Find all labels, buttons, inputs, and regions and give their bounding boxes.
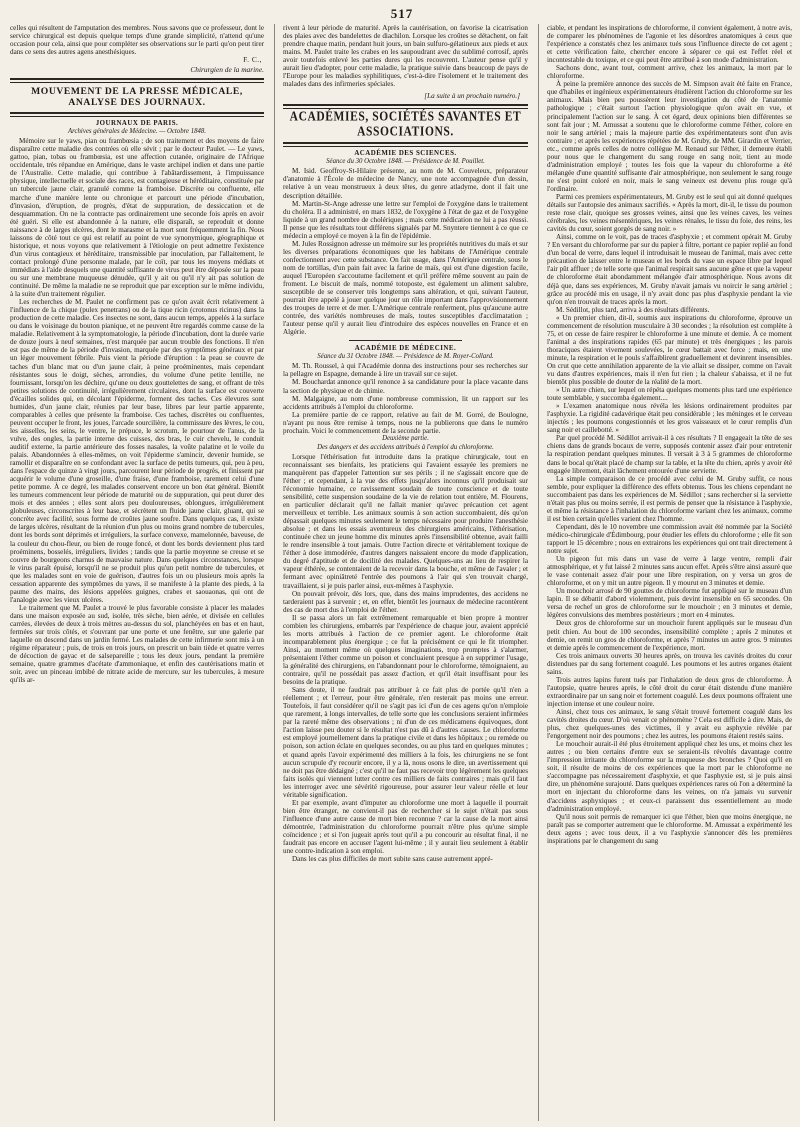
article-paragraph: Parmi ces premiers expérimentateurs, M. Gruby est le seul qui ait donné quelques détails sur l'autopsie des animaux sacrifiés. « Après la mort, dit-il, le tissu du poumon reste rose clair, quoique ses grosses veines, ainsi que les veines caves, les veines cérébrales, les veines mésentériques, les veines rénales, le tissu du foie, des reins, les cavités du cœur, soient gorgés de sang noir. » — [547, 192, 792, 234]
article-paragraph: Sans doute, il ne faudrait pas attribuer à ce fait plus de portée qu'il n'en a réellement ; et l'erreur, pour être générale, n'en resterait pas moins une erreur. Toutefois, il faut considérer qu'il ne s'agit pas ici d'un de ces agens qu'on n'emploie que rarement, à longs intervalles, de telle sorte que les conclusions seraient infirmées par la rareté même des observations ; ni d'un de ces médicamens équivoques, dont l'action laisse peu douter si le résultat n'est pas dû à d'autres causes. Le chloroforme est employé journellement dans la pratique civile et dans les hôpitaux ; ou remède ou poison, son action éclate en quelques secondes, ou au plus tard en quelques minutes ; et quand après l'avoir expérimenté des milliers à la fois, les chirurgiens ne se font aucun scrupule d'y recourir encore, il y a là, nous osons le dire, un avertissement qui ne doit pas être dédaigné ; c'est qu'il ne faut pas recevoir trop légèrement les quelques faits isolés qui viennent lutter contre ces milliers de faits contraires ; mais qu'il faut les interroger avec une sévérité rigoureuse, pour assurer leur valeur réelle et leur véritable signification. — [283, 686, 528, 799]
article-paragraph: Sachons donc, avant tout, comment arrive, chez les animaux, la mort par le chloroforme. — [547, 64, 792, 81]
signature-initials: F. C., — [243, 55, 262, 65]
article-paragraph: » Un autre chien, sur lequel on répéta quelques moments plus tard une expérience toute semblable, y succomba également.... — [547, 386, 792, 403]
article-paragraph: M. Isid. Geoffroy-St-Hilaire présente, au nom de M. Couveleux, préparateur d'anatomie à l'École de médecine de Nancy, une note accompagnée d'un dessin, relative à un veau monstrueux à deux têtes, du genre atladyme, dont il fait une description détaillée. — [283, 167, 528, 200]
academy-heading: ACADÉMIE DES SCIENCES. — [354, 150, 457, 158]
text-columns — [10, 24, 792, 1121]
article-paragraph: Cependant, dès le 10 novembre une commission avait été nommée par la Société médico-chirurgicale d'Édimbourg, pour étudier les effets du chloroforme ; elle fit son rapport le 15 décembre ; nous en extrairons les expériences qui ont trait directement à notre sujet. — [547, 522, 792, 556]
article-paragraph: Le traitement que M. Paulet a trouvé le plus favorable consiste à placer les malades dans une maison exposée au sud, isolée, très sèche, bien aérée, et divisée en cellules carrées, élevées de deux à trois mètres au-dessus du sol, planchéyées en bas et en haut, fermées sur trois côtés, et s'ouvrant par une porte et une fenêtre, sur une galerie par laquelle on descend dans un jardin fermé. Les malades de cette infirmerie sont mis à un régime réparateur ; puis, de trois en trois jours, on prescrit un bain tiède et quatre verres de décoction de gayac et de salsepareille ; tous les deux jours, pendant la première semaine, quatre grammes d'acétate d'ammoniaque, et enfin des cautérisations matin et soir, avec un pinceau imbibé de nitrate acide de mercure, sur les tubercules, à mesure qu'ils ar- — [10, 603, 264, 685]
article-paragraph: Mémoire sur le yaws, pian ou frambœsia ; de son traitement et des moyens de faire disparaître cette maladie des contrées où elle sévit ; par le docteur Paulet. — Le yaws, gattoo, pian, tobas ou frambœsia, est une affection cutanée, originaire de l'Afrique occidentale, très répandue en Amérique, dans le vaste archipel indien et dans une partie de l'Australie. Cette maladie, qui contribue à l'abâtardissement, à l'impuissance physique, intellectuelle et sociale des races, est contagieuse et héréditaire, constituée par un tubercule jaune clair, granulé comme la framboise. Discrète ou confluente, elle marche d'une manière lente ou chronique et parcourt une période d'incubation, d'invasion, d'éruption, de progrès, d'état de suppuration, de dessiccation et de desquammation. On ne la contracte pas ordinairement une seconde fois après en avoir été guéri. Si elle est abandonnée à la nature, elle disparaît, se reproduit et donne naissance à de larges ulcères, dont le marasme et la mort sont fréquemment la fin. Nous laissons de côté tout ce qui est relatif au point de vue synonymique, géographique et historique, et nous voyons que relativement à l'étiologie on peut admettre l'existence d'un virus contagieux et héréditaire, transmissible par inoculation, par l'allaitement, le contact prolongé d'une personne malade, par le coït, par tous les moyens médiats et immédiats à l'aide desquels une quantité suffisante de virus peut être déposée sur la peau ou sur une membrane muqueuse dénudée, qu'il y ait ou qu'il n'y ait pas solution de continuité. De même la maladie ne se reproduit que par exception sur le même individu, à la suite d'un traitement régulier. — [10, 137, 264, 299]
article-paragraph: Les recherches de M. Paulet ne confirment pas ce qu'on avait écrit relativement à l'influence de la chique (pulex penetrans) ou de la tique ricin (crotonus ricinus) dans la production de cette maladie. Ces insectes ne sont, dans aucun temps, appelés à la surface ou dans le voisinage du bouton pianique, et ne peuvent être regardés comme cause de la maladie. Relativement à la symptomatologie, la période d'incubation, dont la durée varie de douze jours à neuf semaines, n'est marquée par aucun trouble des fonctions. Il n'en est pas de même de la période d'invasion, marquée par des symptômes généraux et par un léger mouvement fébrile. Puis vient la période d'éruption : la peau se couvre de taches d'un blanc mat ou d'un jaune clair, à peine proéminentes, mais cependant résistantes sous le doigt, sèches, arrondies, du volume d'une petite lentille, ne fournissant, lorsqu'on les déchire, qu'une ou deux gouttelettes de sang, et offrant de très petites solutions de continuité, irrégulièrement circulaires, dont la surface est couverte d'écailles solides qui, en décolant l'épiderme, forment des taches. Ces élevures sont humides, d'un jaune clair, réunies par leur base, libres par leur partie apparente, comparables à celles que présente la framboise. Ces taches, discrètes ou confluentes, peuvent occuper le front, les joues, l'arcade sourcilière, la commissure des lèvres, le cou, les aisselles, les seins, le ventre, le prépuce, le scrotum, le pourtour de l'anus, de la vulve, des ongles, la partie interne des cuisses, des bras, le cuir chevelu, le conduit auditif externe, la partie antérieure des fosses nasales, la voûte palatine et le voile du palais. Abandonnées à elles-mêmes, on voit l'épiderme s'amincir, devenir humide, se ramollir et disparaître en se confondant avec la surface de petits tumeurs, qui, peu à peu, dans l'espace de quinze à vingt jours, parcourent leur période de progrès, et finissent par acquérir le volume d'une groseille, d'une fraise, d'une framboise, rarement celui d'une petite pomme. À ce degré, les malades conservent encore un bon état général. Bientôt les tumeurs commencent leur période de maturité ou de suppuration, qui peut durer des mois et des années ; elles sont alors peu douloureuses, oblongues, irrégulièrement globuleuses, circonscrites à leur base, et sécrètent un fluide jaune clair, gluant, qui se concrète avec facilité, sous forme de croûtes jaune soufre. Dans quelques cas, il existe de larges ulcères, résultant de la réunion d'un plus ou moins grand nombre de tubercules, dont les bords sont déprimés et irréguliers, la surface convexe, mamelonnée, baveuse, de la couleur du chou-fleur, ou bien de rouge foncé, et dont les bords deviennent plus tard proéminens, bosselés, irréguliers, livides ; tandis que la partie moyenne se creuse et se couvre de bourgeons charnus de mauvaise nature. Dans quelques circonstances, lorsque le virus paraît épuisé, lorsqu'il ne se produit plus qu'un petit nombre de tubercules, et que les malades sont en voie de guérison, d'autres fois un ou plusieurs mois après la cessation apparente des symptômes du yaws, il se manifeste à la plante des pieds, à la paume des mains, des lésions appelées guignes, crabes et saouaonas, qui ont de l'analogie avec les vieux ulcères. — [10, 298, 264, 604]
academy-session: Séance du 30 Octobre 1848. — Présidence de M. Pouillet. — [326, 158, 485, 166]
article-paragraph: M. Bouchardat annonce qu'il renonce à sa candidature pour la place vacante dans la section de physique et de chimie. — [283, 378, 528, 395]
column-1 — [10, 24, 264, 1121]
article-paragraph: Dans les cas plus difficiles de mort subite sans cause autrement appré- — [292, 855, 493, 864]
section-divider — [283, 104, 528, 109]
article-paragraph: M. Jules Rossignon adresse un mémoire sur les propriétés nutritives du maïs et sur les diverses préparations économiques que les habitans de l'Amérique centrale confectionnent avec cette substance. On fait usage, dans l'Amérique centrale, sous le nom de tortillas, d'un pain fait avec la farine de maïs, qui est d'une digestion facile, auquel l'Européen s'accoutume facilement et qu'il préfère même souvent au pain de froment. Le biscuit de maïs, nommé totoposte, est également un aliment salubre, susceptible de se conserver très longtemps sans altération, et qui, suivant l'auteur, pourrait être appelé à jouer quelque jour un rôle important dans l'approvisionnement des troupes de terre et de mer. L'Amérique centrale renferment, plus qu'aucune autre contrée, des variétés nombreuses de maïs, toutes susceptibles d'acclimatation ; l'auteur pense qu'il y aurait lieu d'introduire des espèces nouvelles en France et en Algérie. — [283, 239, 528, 337]
article-paragraph: Un pigeon fut mis dans un vase de verre à large ventre, rempli d'air atmosphérique, et y fut laissé 2 minutes sans aucun effet. Après s'être ainsi assuré que le vase contenait assez d'air pour une libre respiration, on y versa un gros de chloroforme, et on y mit un autre pigeon. Il y mourut en 3 minutes et demie. — [547, 555, 792, 588]
academies-title: ACADÉMIES, SOCIÉTÉS SAVANTES ET ASSOCIATIONS. — [289, 110, 522, 140]
article-paragraph: » L'examen anatomique nous révéla les lésions ordinairement produites par l'asphyxie. La rigidité cadavérique était peu considérable ; les méninges et le cerveau injectés ; les poumons congestionnés et les gros vaisseaux et le cœur remplis d'un sang noir et caillebotté. » — [547, 402, 792, 435]
article-paragraph: Et par exemple, avant d'imputer au chloroforme une mort à laquelle il pourrait bien être étranger, ne convient-il pas de rechercher si le sujet n'était pas sous l'influence d'une autre cause de mort bien reconnue ? car la cause de la mort ainsi démontrée, l'administration du chloroforme pourrait n'être plus qu'une simple coïncidence ; et si l'on jugeait après tout qu'il a pu concourir au résultat final, il ne faudrait pas encore en accuser l'agent lui-même ; il y aurait lieu seulement à établir une contre-indication à son emploi. — [283, 798, 528, 856]
article-paragraph: On pouvait prévoir, dès lors, que, dans des mains imprudentes, des accidens ne tarderaient pas à survenir ; et, en effet, bientôt les journaux de médecine racontèrent des cas de mort dus à l'emploi de l'éther. — [283, 589, 528, 614]
article-paragraph: Trois autres lapins furent tués par l'inhalation de deux gros de chloroforme. À l'autopsie, quatre heures après, le côté droit du cœur était distendu d'une manière extraordinaire par un sang noir et fortement coagulé. Les deux poumons offraient une injection intense et une couleur noire. — [547, 675, 792, 708]
ornament-divider — [349, 340, 462, 341]
article-paragraph: Qu'il nous soit permis de remarquer ici que l'éther, bien que moins énergique, ne paraît pas se comporter autrement que le chloroforme. M. Amussat a expérimenté les deux agens ; avec tous deux, il a vu l'asphyxie s'annoncer dès les premières inspirations par le changement du sang — [547, 812, 792, 845]
article-paragraph: Ces trois animaux ouverts 30 heures après, on trouva les cavités droites du cœur distendues par du sang fortement coagulé. Les poumons et les autres organes étaient sains. — [547, 651, 792, 676]
part-heading: Deuxième partie. — [382, 434, 429, 442]
intro-paragraph: celles qui résultent de l'amputation des membres. Nous savons que ce professeur, dont le service chirurgical est depuis quelque temps d'une grande simplicité, n'attend qu'une occasion pour cela, ainsi que pour compléter ses observations sur le parti qu'on peut tirer dans ce sens des autres agens anesthésiques. — [10, 24, 264, 57]
article-paragraph: La simple comparaison de ce procédé avec celui de M. Gruby suffit, ce nous semble, pour expliquer la différence des effets obtenus. Tous les chiens cependant ne succombaient pas dans les expériences de M. Sédillot ; sans rechercher si la serviette n'était pas plus ou moins serrée, il est permis de penser que la résistance à l'asphyxie, et même la résistance à l'inhalation du chloroforme variant chez les animaux, comme il est bien certain qu'elles varient chez l'homme. — [547, 474, 792, 523]
press-review-title: MOUVEMENT DE LA PRESSE MÉDICALE, ANALYSE DES JOURNAUX. — [31, 86, 243, 109]
academy-heading: ACADÉMIE DE MÉDECINE. — [354, 345, 457, 353]
continuation-note: [La suite à un prochain numéro.] — [424, 92, 520, 101]
article-paragraph: ciable, et pendant les inspirations de chloroforme, il convient également, à notre avis, de comparer les phénomènes de l'agonie et les désordres anatomiques à ceux que l'expérience a constatés chez les animaux tués sous l'influence directe de cet agent ; et cette vérification faite, chercher encore à séparer ce qui est l'effet réel et incontestable du toxique, et ce qui peut être attribué à son mode d'administration. — [547, 24, 792, 65]
article-paragraph: Ainsi, comme on le voit, pas de traces d'asphyxie ; et comment opérait M. Gruby ? En versant du chloroforme par sur du papier à filtre, portant ce papier replié au fond d'un bocal de verre, dans lequel il introduisait le museau de l'animal, mais avec cette précaution de laisser entre le museau et les bords du vase un espace libre par lequel l'air pût affluer ; de telle sorte que l'animal respirait sans aucune gêne et que la vapeur de chloroforme était abondamment mélangée d'air atmosphérique. Nous avons dit déjà que, dans ses expériences, M. Gruby n'avait jamais vu noircir le sang artériel ; grâce au procédé mis en usage, il n'y avait donc pas plus d'asphyxie pendant la vie qu'on n'en trouvait de traces après la mort. — [547, 233, 792, 306]
article-paragraph: Ainsi, chez tous ces animaux, le sang s'était trouvé fortement coagulé dans les cavités droites du cœur. D'où venait ce phénomène ? Cela est difficile à dire. Mais, de plus, chez quelques-unes des victimes, il y avait eu asphyxie révélée par l'engorgement noir des poumons ; chez les autres, les poumons étaient restés sains. — [547, 707, 792, 741]
article-paragraph: M. Th. Roussel, à qui l'Académie donna des instructions pour ses recherches sur la pellagre en Espagne, demande à lire un travail sur ce sujet. — [283, 362, 528, 379]
journal-subheading: Archives générales de Médecine. — Octobre 1848. — [67, 128, 207, 136]
part-subheading: Des dangers et des accidens attribués à l'emploi du chloroforme. — [317, 443, 494, 451]
article-paragraph: Un mouchoir arrosé de 90 gouttes de chloroforme fut appliqué sur le museau d'un lapin. Il se débattit d'abord violemment, puis devint insensible en 65 secondes. On versa de rechef un gros de chloroforme sur le mouchoir ; en 3 minutes et demie, légères convulsions des membres postérieurs ; mort en 4 minutes. — [547, 587, 792, 620]
signature-title: Chirurgien de la marine. — [190, 64, 264, 74]
article-paragraph: Deux gros de chloroforme sur un mouchoir furent appliqués sur le museau d'un petit chien. Au bout de 100 secondes, insensibilité complète ; après 2 minutes et demie, on remit un gros de chloroforme, et après 7 minutes un autre gros. 9 minutes et demie après le commencement de l'expérience, mort. — [547, 619, 792, 652]
section-divider — [10, 78, 264, 83]
section-divider — [283, 142, 528, 147]
article-paragraph: M. Malgaigne, au nom d'une nombreuse commission, lit un rapport sur les accidents attribués à l'emploi du chloroforme. — [283, 394, 528, 411]
article-paragraph: « Un premier chien, dit-il, soumis aux inspirations du chloroforme, éprouve un commencement de résolution musculaire à 30 secondes ; la résolution est complète à 75, et on cesse de faire respirer le chloroforme à une minute et demie. À ce moment l'animal a des inspirations rapides (65 par minute) et très énergiques ; les parois thoraciques étaient vivement soulevées, le cœur battait avec force ; mais, en une minute, la respiration et le pouls s'affaiblirent graduellement et devinrent insensibles. On crut que cette annihilation apparente de la vie allait se dissiper, comme on l'avait vu dans d'autres expériences, mais il n'en fut rien ; la chaleur s'abaissa, et il ne fut bientôt plus possible de douter de la réalité de la mort. — [547, 313, 792, 387]
article-paragraph: La première partie de ce rapport, relative au fait de M. Gorré, de Boulogne, n'ayant pu nous être remise à temps, nous ne la publierons que dans le numéro prochain. Voici le commencement de la seconde partie. — [283, 410, 528, 435]
article-paragraph: Il se passa alors un fait extrêmement remarquable et bien propre à montrer combien les chirurgiens, embarrés par l'expérience de chaque jour, avaient apprécié les morts attribués à l'action de ce premier agent. Le chloroforme était incomparablement plus énergique ; ce fut la précisément ce qui le fit triompher. Ainsi, au moment même où quelques imaginations, trop promptes à s'alarmer, présentaient l'éther comme un poison et concluaient presque à en supprimer l'usage, la généralité des chirurgiens, en l'abandonnant pour le chloroforme, témoignaient, au contraire, qu'il ne possédait pas assez d'action, et qu'il était insuffisant pour les besoins de la pratique. — [283, 613, 528, 687]
article-paragraph: M. Sédillot, plus tard, arriva à des résultats différents. — [556, 305, 710, 314]
article-paragraph: À peine la première annonce des succès de M. Simpson avait été faite en France, que d'habiles et ingénieux expérimentateurs étudièrent l'action du chloroforme sur les animaux. Mais bien peu poussèrent leur investigation du côté de l'anatomie pathologique ; c'était surtout l'action physiologique qu'on avait en vue, et principalement l'action sur le sang. À cet égard, deux opinions bien différentes se sont fait jour ; M. Amussat a soutenu que le chloroforme comme l'éther, colore en noir le sang artériel ; mais la majeure partie des expérimentateurs sont d'un avis contraire ; et après les expériences répétées de M. Gruby, de MM. Girardin et Verrier, etc., comme après celles de notre collègue M. Renaud sur l'éther, il demeure établi pour nous que le changement du sang rouge en sang noir, tient au mode d'administration employé ; toutes les fois que la vapeur du chloroforme a été mélangée d'une quantité suffisante d'air atmosphérique, non seulement le sang rouge ne s'est point coloré en noir, mais le sang veineux est devenu plus rouge qu'à l'ordinaire. — [547, 80, 792, 193]
article-paragraph: Lorsque l'éthérisation fut introduite dans la pratique chirurgicale, tout en reconnaissant ses bienfaits, les praticiens qui l'avaient essayée les premiers ne manquèrent pas d'appeler l'attention sur ses périls ; il ne s'agissait encore que de l'éther ; et cependant, à la vue des effets jusqu'alors inconnus qu'il produisait sur l'économie humaine, ce ravissement soudain de toute conscience et de toute sensibilité, cette suspension soudaine de la vie de relation tout entière, M. Flourens, en particulier déclarait qu'il ne fallait manier qu'avec précaution cet agent merveilleux et terrible. Les animaux soumis à son action succombaient, dès qu'on dépassait quelques minutes seulement le temps nécessaire pour produire l'anesthésie absolue ; et dans les essais aventureux des chirurgiens américains, l'éthérisation, continuée chez un jeune homme dix minutes après l'insensibilité obtenue, avait failli le rendre insensible à tout jamais. Outre l'action directe et véritablement toxique de l'éther à dose immodérée, d'autres dangers naissaient encore du mode d'application, du degré d'aptitude et de docilité des malades. Quelques-uns au lieu de respirer la vapeur éthérée, se contentaient de la recevoir dans la bouche, et même de l'avaler ; et fermant avec opiniâtreté l'entrée des poumons à l'air qui s'en trouvait chargé, travaillaient, si je puis parler ainsi, eux-mêmes à l'asphyxie. — [283, 452, 528, 590]
page-number: 517 — [390, 6, 414, 21]
article-paragraph: rivent à leur période de maturité. Après la cautérisation, on favorise la cicatrisation des plaies avec des bandelettes de diachilon. Lorsque les croûtes se détachent, on fait prendre chaque matin, pendant huit jours, un bain sulfuro-gélatineux aux pieds et aux mains. M. Paulet traite les crabes en les saupoudrant avec du sublimé corrosif, après avoir toutefois enlevé les parties dures qui les recouvrent. L'auteur pense qu'il y aurait lieu d'adopter, pour cette maladie, la pratique suivie dans beaucoup de pays de l'Europe pour les maladies syphilitiques, c'est-à-dire l'isolement et le traitement des malades dans des infirmeries spéciales. — [283, 24, 528, 89]
section-divider — [10, 112, 264, 117]
article-paragraph: Le mouchoir aurait-il été plus étroitement appliqué chez les uns, et moins chez les autres ; ou bien certains d'entre eux se seraient-ils révoltés davantage contre l'impression irritante du chloroforme sur la muqueuse des bronches ? Quoi qu'il en soit, il résulte de moins de ces expériences que la mort par le chloroforme ne s'accompagne pas nécessairement d'asphyxie, et que l'asphyxie est, si je puis ainsi dire, un phénomène surajouté. Dans quelques expériences rares où l'on a déterminé la mort en injectant du chloroforme dans les veines, on n'a jamais vu survenir d'accidens asphyxiques ; et ceux-ci paraissent dus essentiellement au mode d'administration employé. — [547, 740, 792, 813]
column-3 — [538, 24, 792, 1121]
column-2 — [274, 24, 528, 1121]
article-paragraph: Par quel procédé M. Sédillot arrivait-il à ces résultats ? Il engageait la tête de ses chiens dans de grands bocaux de verre, supposés contenir assez d'air pour entretenir la respiration pendant quelques minutes. Il versait à 3 à 5 grammes de chloroforme dans le bocal qu'était placé de champ sur la table, et la tête du chien, après y avoir été engagée librement, était lâchement entourée d'une serviette. — [547, 434, 792, 475]
academy-session: Séance du 31 Octobre 1848. — Présidence de M. Royer-Collard. — [317, 353, 494, 361]
article-paragraph: M. Martin-St-Ange adresse une lettre sur l'emploi de l'oxygène dans le traitement du choléra. Il a administré, en mars 1832, de l'oxygène à l'état de gaz et de l'oxygène liquide à un grand nombre de cholériques ; mais cette médication ne lui a pas réussi. Il pense que les résultats tout différens signalés par M. Snyntere tiennent à ce que ce médecin a employé ce moyen à la fin de l'épidémie. — [283, 199, 528, 240]
journal-heading: JOURNAUX DE PARIS. — [95, 120, 179, 128]
